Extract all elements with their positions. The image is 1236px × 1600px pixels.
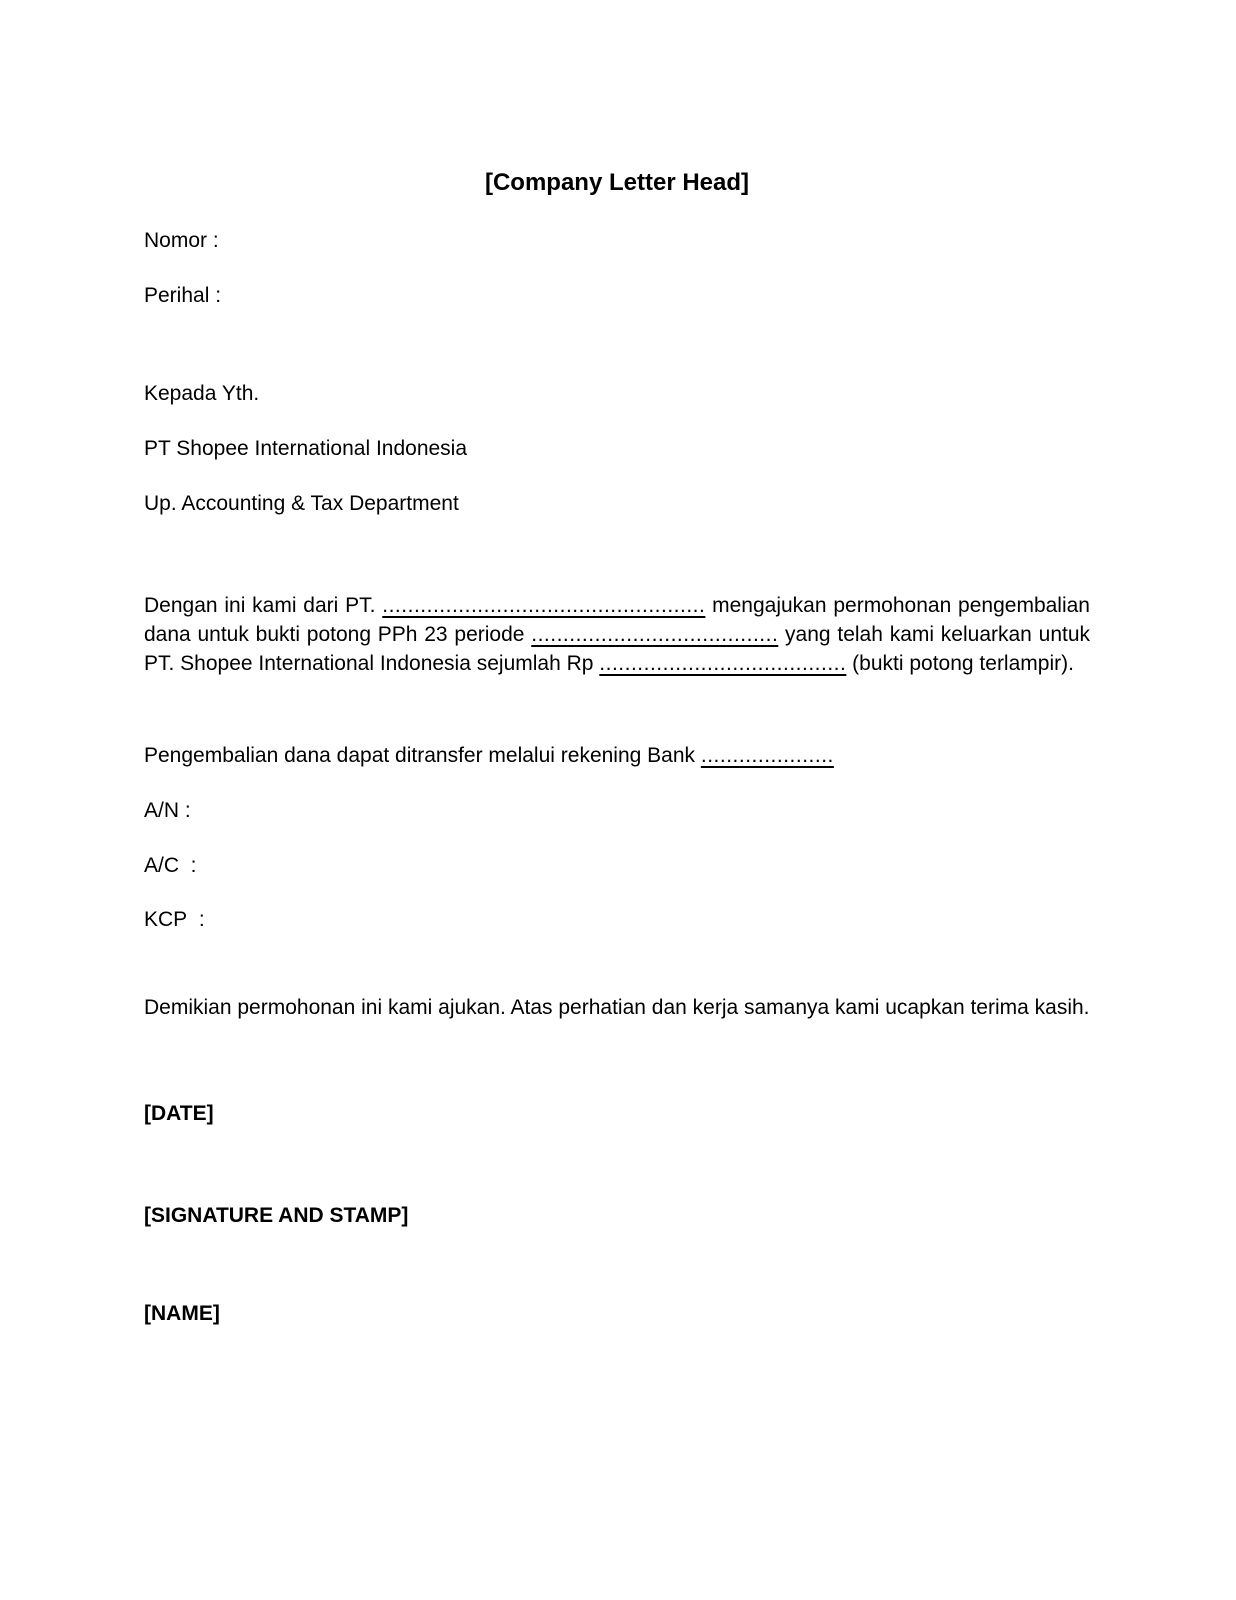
branch-field: KCP :: [144, 908, 205, 931]
nomor-field: Nomor :: [144, 229, 219, 252]
body-paragraph: [144, 591, 1090, 678]
perihal-field: Perihal :: [144, 284, 222, 307]
recipient-company: PT Shopee International Indonesia: [144, 437, 468, 460]
date-placeholder: [DATE]: [144, 1102, 214, 1125]
signature-placeholder: [SIGNATURE AND STAMP]: [144, 1204, 409, 1227]
account-name-field: A/N :: [144, 799, 191, 822]
body-text-1: Dengan ini kami dari PT.: [144, 594, 383, 617]
recipient-salutation: Kepada Yth.: [144, 382, 260, 405]
letterhead-title: [Company Letter Head]: [484, 169, 750, 196]
recipient-attention: Up. Accounting & Tax Department: [144, 492, 459, 515]
bank-name-blank: .....................: [700, 744, 834, 767]
transfer-line: [144, 741, 1090, 770]
body-text-4: (bukti potong terlampir).: [846, 652, 1074, 675]
period-blank: .......................................: [531, 623, 779, 646]
account-number-field: A/C :: [144, 854, 197, 877]
transfer-text: Pengembalian dana dapat ditransfer melalui rekening Bank: [144, 744, 701, 767]
name-placeholder: [NAME]: [144, 1302, 220, 1325]
body-text-2: mengajukan permohonan pengembalian dana untuk bukti potong PPh 23 periode: [144, 594, 1090, 646]
amount-blank: .......................................: [599, 652, 847, 675]
closing-paragraph: Demikian permohonan ini kami ajukan. Atas perhatian dan kerja samanya kami ucapkan terima kasih.: [144, 996, 1090, 1019]
body-text-3: yang telah kami keluarkan untuk PT. Shopee International Indonesia sejumlah Rp: [144, 623, 1091, 675]
company-name-blank: ...................................................: [382, 594, 706, 617]
